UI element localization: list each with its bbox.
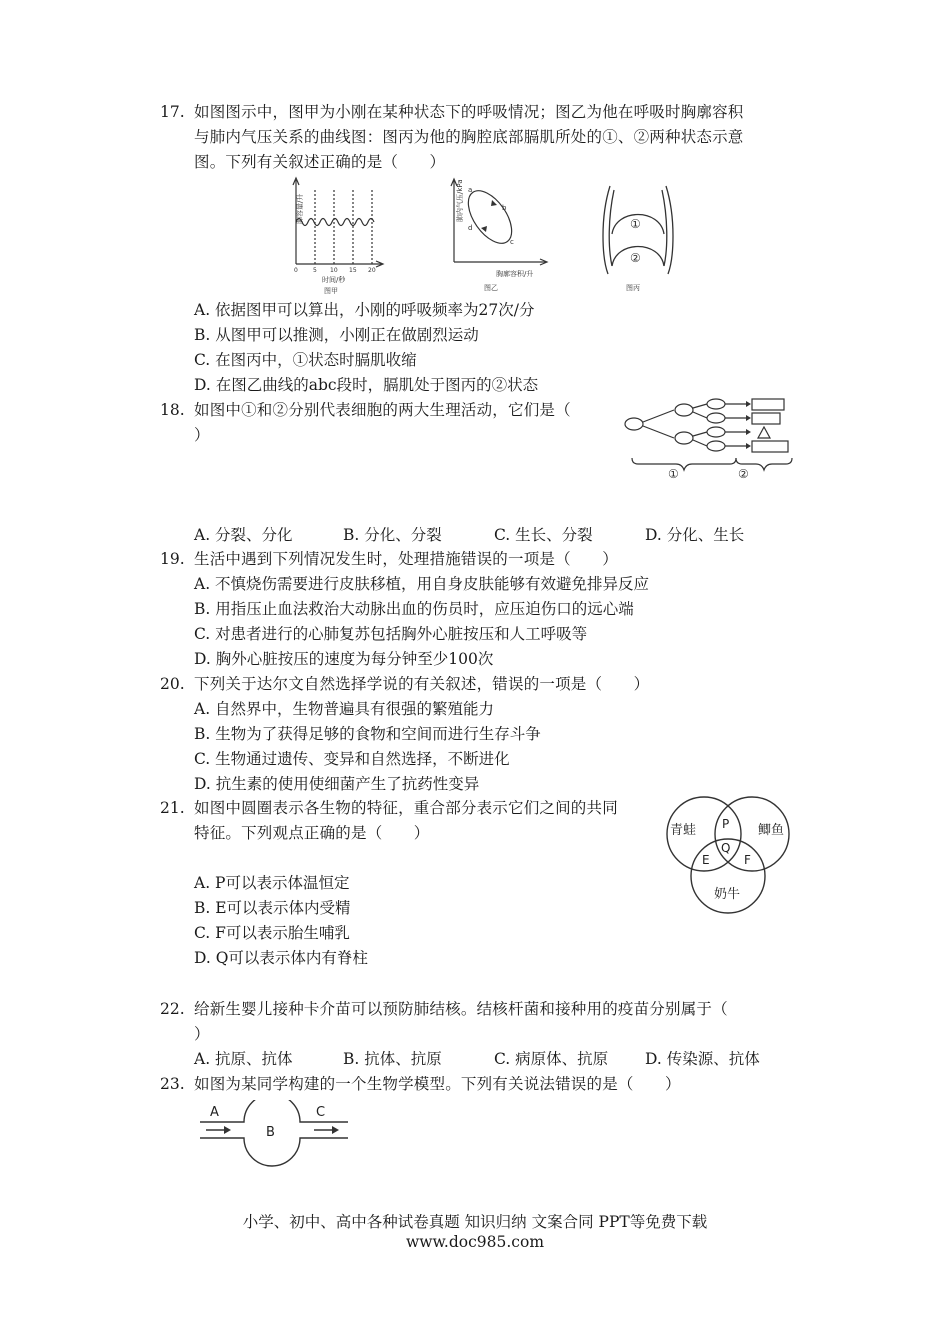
question-number: 22. — [160, 1000, 185, 1018]
question-text: 生活中遇到下列情况发生时，处理措施错误的一项是（ ） — [194, 550, 618, 568]
option-b: B. 从图甲可以推测，小刚正在做剧烈运动 — [194, 326, 479, 344]
option-b: B. 抗体、抗原 — [343, 1050, 442, 1068]
option-a: A. 抗原、抗体 — [194, 1050, 293, 1068]
option-b: B. E可以表示体内受精 — [194, 899, 351, 917]
figure-model — [196, 1100, 356, 1168]
option-d: D. Q可以表示体内有脊柱 — [194, 949, 368, 967]
option-b: B. 分化、分裂 — [343, 526, 442, 544]
svg-text:①: ① — [630, 217, 641, 231]
option-c: C. 在图丙中，①状态时膈肌收缩 — [194, 351, 417, 369]
svg-text:①: ① — [668, 467, 679, 481]
yi-ylabel: 肺内气压/kPa — [456, 179, 464, 222]
footer-url[interactable]: www.doc985.com — [405, 1233, 545, 1251]
option-d: D. 在图乙曲线的abc段时，膈肌处于图丙的②状态 — [194, 376, 539, 394]
svg-text:E: E — [702, 853, 710, 867]
option-d: D. 传染源、抗体 — [645, 1050, 760, 1068]
figure-jia — [278, 172, 390, 294]
option-a: A. P可以表示体温恒定 — [194, 874, 350, 892]
option-d: D. 胸外心脏按压的速度为每分钟至少100次 — [194, 650, 494, 668]
option-d: D. 分化、生长 — [645, 526, 745, 544]
option-a: A. 依据图甲可以算出，小刚的呼吸频率为27次/分 — [194, 301, 535, 319]
question-text: 特征。下列观点正确的是（ ） — [194, 824, 430, 842]
option-c: C. F可以表示胎生哺乳 — [194, 924, 350, 942]
question-text: 给新生婴儿接种卡介苗可以预防肺结核。结核杆菌和接种用的疫苗分别属于（ — [194, 1000, 728, 1018]
svg-text:Q: Q — [721, 841, 731, 855]
svg-text:d: d — [468, 224, 473, 232]
svg-text:b: b — [502, 204, 507, 212]
svg-text:0: 0 — [294, 267, 298, 274]
question-number: 20. — [160, 675, 185, 693]
venn-right-label: 鲫鱼 — [758, 823, 785, 838]
svg-text:②: ② — [630, 251, 641, 265]
option-a: A. 不慎烧伤需要进行皮肤移植，用自身皮肤能够有效避免排异反应 — [194, 575, 650, 593]
jia-caption: 图甲 — [324, 287, 338, 294]
option-c: C. 生长、分裂 — [494, 526, 593, 544]
svg-text:C: C — [316, 1105, 326, 1120]
question-number: 19. — [160, 550, 185, 568]
venn-left-label: 青蛙 — [670, 823, 697, 838]
question-number: 23. — [160, 1075, 185, 1093]
jia-ylabel: 肺容量/升 — [296, 193, 304, 224]
svg-text:c: c — [510, 238, 514, 246]
question-text: 如图为某同学构建的一个生物学模型。下列有关说法错误的是（ ） — [194, 1075, 681, 1093]
question-text: ） — [194, 1025, 210, 1043]
venn-bottom-label: 奶牛 — [714, 887, 741, 902]
venn-diagram — [664, 792, 794, 916]
option-c: C. 对患者进行的心肺复苏包括胸外心脏按压和人工呼吸等 — [194, 625, 588, 643]
question-number: 21. — [160, 799, 185, 817]
question-text: 如图中圆圈表示各生物的特征，重合部分表示它们之间的共同 — [194, 799, 618, 817]
figure-yi — [434, 172, 554, 294]
svg-text:20: 20 — [368, 267, 376, 274]
question-text: 如图图示中，图甲为小刚在某种状态下的呼吸情况；图乙为他在呼吸时胸廓容积 — [194, 103, 744, 121]
option-c: C. 生物通过遗传、变异和自然选择，不断进化 — [194, 750, 510, 768]
question-text: ） — [194, 426, 210, 444]
option-d: D. 抗生素的使用使细菌产生了抗药性变异 — [194, 775, 480, 793]
question-text: 如图中①和②分别代表细胞的两大生理活动，它们是（ — [194, 401, 571, 419]
svg-text:a: a — [468, 186, 473, 194]
question-text: 图。下列有关叙述正确的是（ ） — [194, 153, 446, 171]
question-text: 下列关于达尔文自然选择学说的有关叙述，错误的一项是（ ） — [194, 675, 650, 693]
svg-text:15: 15 — [349, 267, 357, 274]
figure-cell-activity — [622, 398, 794, 484]
svg-text:5: 5 — [313, 267, 317, 274]
svg-text:B: B — [266, 1125, 275, 1140]
bing-caption: 图丙 — [626, 284, 640, 292]
option-c: C. 病原体、抗原 — [494, 1050, 609, 1068]
svg-text:F: F — [744, 853, 751, 867]
yi-xlabel: 胸廓容积/升 — [496, 270, 534, 278]
figure-bing — [598, 178, 678, 294]
jia-xlabel: 时间/秒 — [322, 276, 346, 284]
option-a: A. 自然界中，生物普遍具有很强的繁殖能力 — [194, 700, 495, 718]
option-b: B. 生物为了获得足够的食物和空间而进行生存斗争 — [194, 725, 541, 743]
option-b: B. 用指压止血法救治大动脉出血的伤员时，应压迫伤口的远心端 — [194, 600, 634, 618]
svg-text:P: P — [722, 817, 730, 831]
footer-line-1: 小学、初中、高中各种试卷真题 知识归纳 文案合同 PPT等免费下载 — [242, 1213, 708, 1231]
yi-caption: 图乙 — [484, 284, 498, 292]
svg-text:10: 10 — [330, 267, 338, 274]
option-a: A. 分裂、分化 — [194, 526, 293, 544]
svg-text:A: A — [210, 1105, 219, 1120]
svg-text:②: ② — [738, 467, 749, 481]
question-text: 与肺内气压关系的曲线图：图丙为他的胸腔底部膈肌所处的①、②两种状态示意 — [194, 128, 744, 146]
question-number: 18. — [160, 401, 185, 419]
question-number: 17. — [160, 103, 185, 121]
